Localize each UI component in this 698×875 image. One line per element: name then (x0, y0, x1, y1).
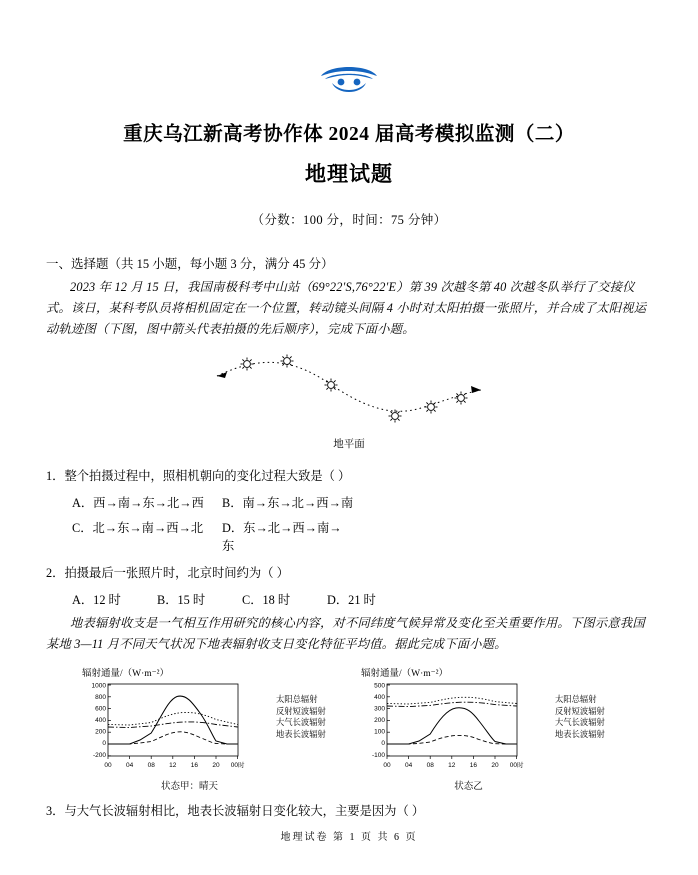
question-2-option-d[interactable]: D．21 时 (327, 593, 376, 607)
question-1-text: 1．整个拍摄过程中，照相机朝向的变化过程大致是（ ） (46, 469, 351, 483)
legend-label-reflected-shortwave: 反射短波辐射 (555, 706, 605, 716)
svg-text:12: 12 (169, 762, 177, 769)
question-2-option-a[interactable]: A．12 时 (72, 593, 121, 607)
question-1-option-a[interactable]: A．西→南→东→北→西 (72, 496, 204, 510)
legend-item-atmospheric-longwave (251, 717, 326, 729)
svg-text:00: 00 (383, 762, 391, 769)
question-stem-3: 地表辐射收支是一气相互作用研究的核心内容，对不同纬度气候异常及变化至关重要作用。下图示意我国某地 3—11 月不同天气状况下地表辐射收支日变化特征平均值。据此完成下面小题。 (46, 616, 645, 651)
chart-b-title: 辐射通量/（W·m⁻²） (361, 669, 449, 679)
legend-label-atmospheric-longwave: 大气长波辐射 (555, 718, 605, 728)
legend-label-total-solar: 太阳总辐射 (276, 695, 318, 704)
question-2-option-c[interactable]: C．18 时 (242, 593, 291, 607)
legend-label-total-solar: 太阳总辐射 (555, 695, 597, 704)
svg-text:1000: 1000 (91, 682, 106, 690)
svg-text:00时: 00时 (230, 762, 245, 769)
chart-b-caption: 状态乙 (454, 782, 483, 792)
legend-item-surface-longwave (251, 729, 326, 741)
chart-a-plot (80, 680, 248, 777)
question-3-text: 3．与大气长波辐射相比，地表长波辐射日变化较大，主要是因为（ ） (46, 804, 425, 818)
svg-text:20: 20 (212, 762, 220, 769)
question-1-option-d[interactable]: D．东→北→西→南→东 (222, 521, 342, 553)
svg-text:500: 500 (374, 682, 385, 690)
question-1-option-b[interactable]: B．南→东→北→西→南 (222, 496, 354, 510)
figure-sun-path (46, 352, 652, 457)
legend-label-surface-longwave: 地表长波辐射 (276, 729, 326, 739)
svg-text:400: 400 (374, 694, 385, 701)
svg-text:12: 12 (448, 762, 456, 769)
question-2-option-b[interactable]: B．15 时 (157, 593, 206, 607)
school-emblem-icon (315, 62, 383, 98)
svg-text:0: 0 (381, 740, 385, 747)
chart-b-plot (359, 680, 527, 777)
page-footer: 地理试卷 第 1 页 共 6 页 (280, 832, 418, 843)
svg-text:200: 200 (95, 728, 106, 736)
page-title: 重庆乌江新高考协作体 2024 届高考模拟监测（二） (123, 124, 575, 145)
svg-text:800: 800 (95, 694, 106, 701)
svg-text:-100: -100 (371, 752, 385, 759)
question-1-options-row-1 (46, 493, 652, 511)
question-1-options-row-2 (46, 518, 652, 554)
legend-item-total-solar (530, 694, 605, 706)
svg-text:300: 300 (374, 705, 385, 713)
legend-item-surface-longwave (530, 729, 605, 741)
section-heading-choice: 一、选择题（共 15 小题，每小题 3 分，满分 45 分） (46, 257, 334, 271)
svg-text:20: 20 (491, 762, 499, 769)
question-1-option-c[interactable]: C．北→东→南→西→北 (72, 521, 204, 535)
legend-item-atmospheric-longwave (530, 717, 605, 729)
chart-a-legend (248, 680, 326, 777)
subject-title: 地理试题 (305, 162, 393, 186)
legend-item-reflected-shortwave (530, 706, 605, 718)
svg-text:04: 04 (404, 762, 413, 769)
legend-label-reflected-shortwave: 反射短波辐射 (276, 706, 326, 716)
chart-a-caption: 状态甲：晴天 (160, 782, 218, 792)
figure-caption-horizon: 地平面 (333, 439, 365, 450)
question-stem-1: 2023 年 12 月 15 日，我国南极科考中山站（69°22′S,76°22′E）第 39 次越冬第 40 次越冬队举行了交接仪式。该日，某科考队员将相机固定在一个位置，转动镜头间隔 4 小时对太阳拍摄一张照片，并合成了太阳视运动轨迹图（下图，图中箭头代表拍摄的先后顺序），完成下面小题。 (46, 280, 647, 336)
chart-b-legend (527, 680, 605, 777)
chart-state-yi (359, 665, 638, 792)
svg-text:600: 600 (95, 705, 106, 713)
svg-text:200: 200 (374, 717, 385, 724)
svg-text:08: 08 (147, 762, 155, 769)
svg-text:08: 08 (426, 762, 434, 769)
chart-state-jia (80, 665, 359, 792)
exam-info: （分数：100 分，时间：75 分钟） (251, 213, 447, 227)
svg-text:0: 0 (102, 740, 106, 747)
svg-text:00时: 00时 (509, 762, 524, 769)
chart-a-title: 辐射通量/（W·m⁻²） (82, 669, 170, 679)
svg-text:04: 04 (125, 762, 134, 769)
legend-label-surface-longwave: 地表长波辐射 (555, 729, 605, 739)
legend-item-total-solar (251, 694, 326, 706)
logo-container (46, 0, 652, 104)
svg-text:00: 00 (104, 762, 112, 769)
question-2-text: 2．拍摄最后一张照片时，北京时间约为（ ） (46, 566, 289, 580)
svg-text:-200: -200 (92, 752, 106, 759)
question-2-options (46, 590, 652, 608)
legend-item-reflected-shortwave (251, 706, 326, 718)
svg-text:400: 400 (95, 717, 106, 724)
figure-radiation-charts (46, 665, 652, 792)
svg-text:16: 16 (190, 762, 199, 769)
svg-text:16: 16 (469, 762, 478, 769)
svg-text:100: 100 (374, 728, 385, 736)
legend-label-atmospheric-longwave: 大气长波辐射 (276, 718, 326, 728)
